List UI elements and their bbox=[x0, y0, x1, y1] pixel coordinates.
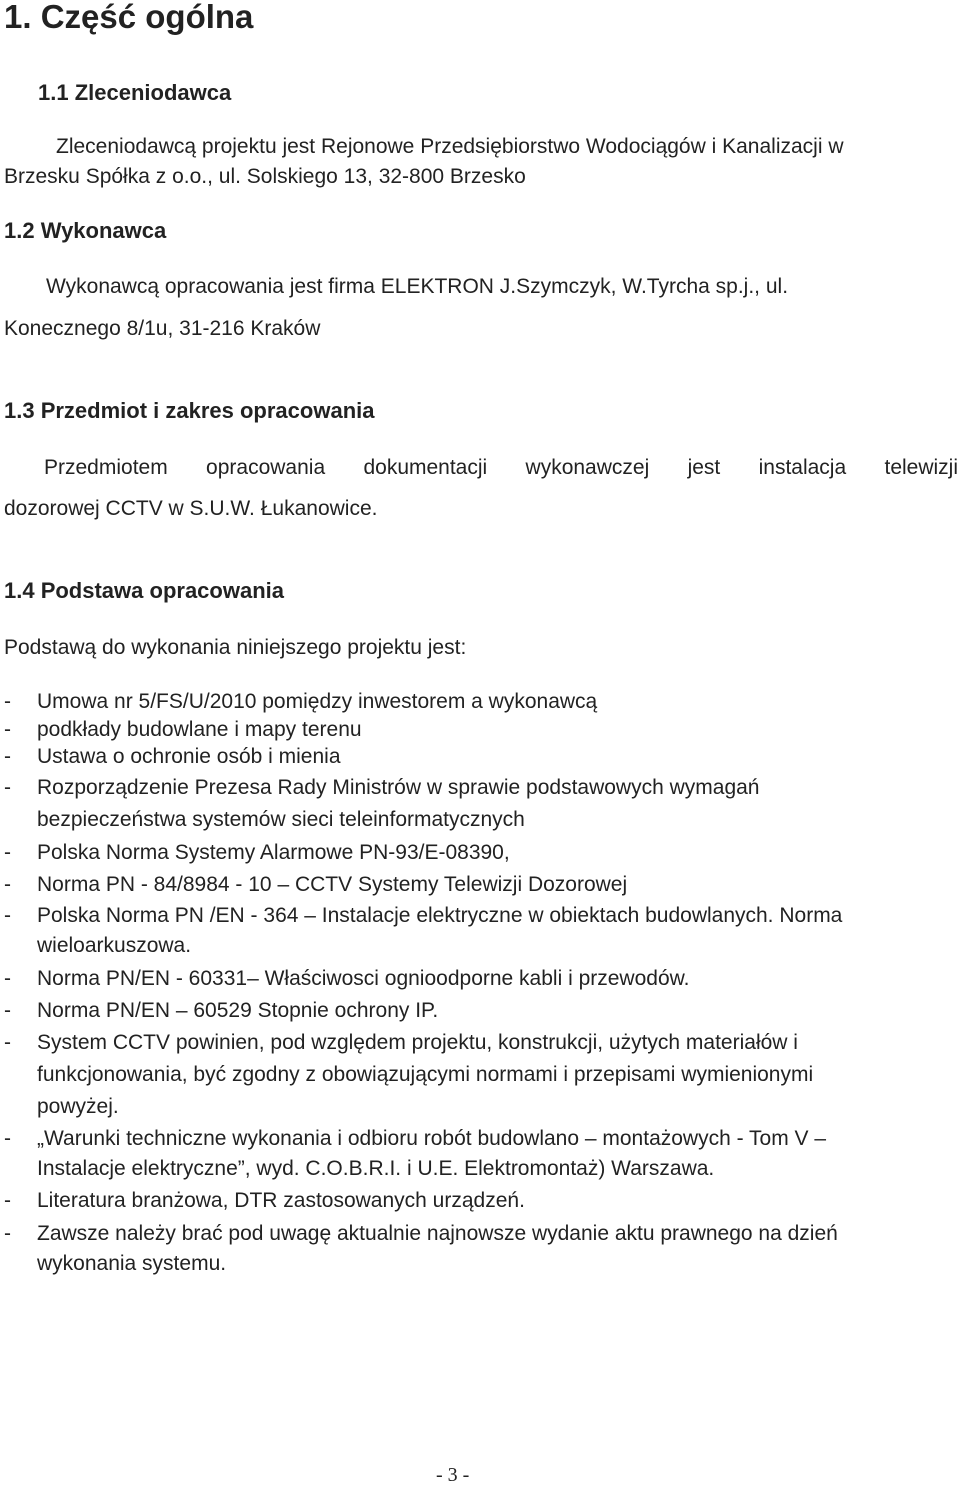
list-dash: - bbox=[4, 1222, 11, 1245]
page-number: - 3 - bbox=[436, 1464, 470, 1486]
list-dash: - bbox=[4, 690, 11, 713]
paragraph-line: Konecznego 8/1u, 31-216 Kraków bbox=[4, 317, 321, 340]
list-item-text: funkcjonowania, być zgodny z obowiązującymi normami i przepisami wymienionymi bbox=[37, 1063, 814, 1086]
subsection-title-zleceniodawca: 1.1 Zleceniodawca bbox=[38, 80, 232, 105]
list-item-text: powyżej. bbox=[37, 1095, 119, 1118]
list-item-text: Umowa nr 5/FS/U/2010 pomiędzy inwestorem a wykonawcą bbox=[37, 690, 598, 713]
list-dash: - bbox=[4, 718, 11, 741]
list-dash: - bbox=[4, 967, 11, 990]
paragraph-line: Przedmiotem opracowania dokumentacji wykonawczej jest instalacja telewizji bbox=[44, 456, 958, 479]
list-item-text: Rozporządzenie Prezesa Rady Ministrów w sprawie podstawowych wymagań bbox=[37, 776, 760, 799]
paragraph-line: Wykonawcą opracowania jest firma ELEKTRON J.Szymczyk, W.Tyrcha sp.j., ul. bbox=[46, 275, 789, 298]
list-item-text: Literatura branżowa, DTR zastosowanych urządzeń. bbox=[37, 1189, 525, 1212]
list-item-text: System CCTV powinien, pod względem projektu, konstrukcji, użytych materiałów i bbox=[37, 1031, 798, 1054]
list-dash: - bbox=[4, 1127, 11, 1150]
paragraph-line: Brzesku Spółka z o.o., ul. Solskiego 13, 32-800 Brzesko bbox=[4, 165, 526, 188]
paragraph-line: Zleceniodawcą projektu jest Rejonowe Przedsiębiorstwo Wodociągów i Kanalizacji w bbox=[56, 135, 844, 158]
list-item-text: bezpieczeństwa systemów sieci teleinformatycznych bbox=[37, 808, 525, 831]
list-item-text: Polska Norma Systemy Alarmowe PN-93/E-08390, bbox=[37, 841, 510, 864]
list-dash: - bbox=[4, 1031, 11, 1054]
subsection-title-wykonawca: 1.2 Wykonawca bbox=[4, 218, 167, 243]
list-dash: - bbox=[4, 776, 11, 799]
subsection-title-podstawa: 1.4 Podstawa opracowania bbox=[4, 578, 284, 603]
list-item-text: Zawsze należy brać pod uwagę aktualnie najnowsze wydanie aktu prawnego na dzień bbox=[37, 1222, 838, 1245]
subsection-title-przedmiot: 1.3 Przedmiot i zakres opracowania bbox=[4, 398, 375, 423]
list-item-text: wieloarkuszowa. bbox=[37, 934, 192, 957]
list-dash: - bbox=[4, 873, 11, 896]
section-title: 1. Część ogólna bbox=[4, 0, 254, 35]
list-item-text: Ustawa o ochronie osób i mienia bbox=[37, 745, 341, 768]
list-item-text: „Warunki techniczne wykonania i odbioru robót budowlano – montażowych - Tom V – bbox=[37, 1127, 827, 1150]
paragraph-intro: Podstawą do wykonania niniejszego projektu jest: bbox=[4, 636, 467, 659]
list-item-text: Norma PN/EN – 60529 Stopnie ochrony IP. bbox=[37, 999, 439, 1022]
list-dash: - bbox=[4, 999, 11, 1022]
list-dash: - bbox=[4, 841, 11, 864]
list-item-text: Instalacje elektryczne”, wyd. C.O.B.R.I. i U.E. Elektromontaż) Warszawa. bbox=[37, 1157, 715, 1180]
list-dash: - bbox=[4, 745, 11, 768]
list-dash: - bbox=[4, 904, 11, 927]
list-item-text: podkłady budowlane i mapy terenu bbox=[37, 718, 362, 741]
list-dash: - bbox=[4, 1189, 11, 1212]
list-item-text: Norma PN - 84/8984 - 10 – CCTV Systemy Telewizji Dozorowej bbox=[37, 873, 628, 896]
list-item-text: Norma PN/EN - 60331– Właściwosci ognioodporne kabli i przewodów. bbox=[37, 967, 690, 990]
paragraph-line: dozorowej CCTV w S.U.W. Łukanowice. bbox=[4, 497, 378, 520]
list-item-text: Polska Norma PN /EN - 364 – Instalacje elektryczne w obiektach budowlanych. Norma bbox=[37, 904, 843, 927]
list-item-text: wykonania systemu. bbox=[37, 1252, 227, 1275]
